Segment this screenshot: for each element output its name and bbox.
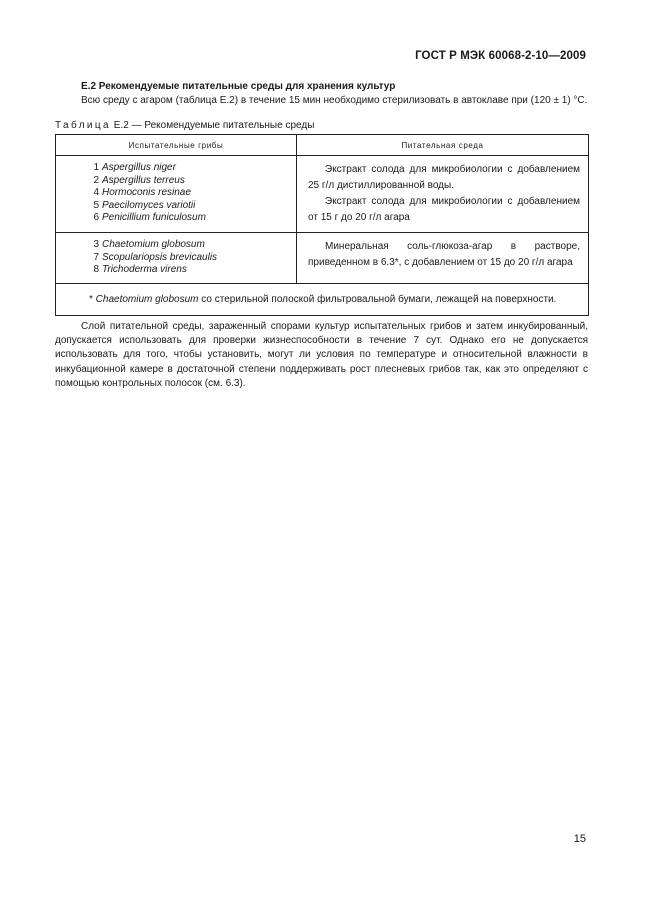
fungus-item: 1 Aspergillus niger <box>93 162 176 173</box>
header-medium: Питательная среда <box>297 135 589 156</box>
fungus-item: 4 Hormoconis resinae <box>93 187 191 198</box>
medium-text: Минеральная соль-глюкоза-агар в растворе, приведенном в 6.3*, с добавлением от 15 до 20 г/л агара <box>308 241 580 268</box>
body-paragraph: Слой питательной среды, зараженный спорами культур испытательных грибов и затем инкубированный, допускается использовать для проверки жизнеспособности в течение 7 сут. Однако его не допускается использовать для того, чтобы установить, могут ли условия по температуре и относительной влажности в инкубационной камере в достаточной степени поддерживать рост плесневых грибов так, как это определяют с помощью контрольных полосок (см. 6.3). <box>55 321 588 389</box>
fungus-item: 5 Paecilomyces variotii <box>93 199 196 211</box>
table-note-row <box>56 283 589 315</box>
medium-text: Экстракт солода для микробиологии с добавлением от 15 г до 20 г/л агара <box>308 196 580 223</box>
table-caption <box>55 120 314 131</box>
section-text: Всю среду с агаром (таблица Е.2) в течение 15 мин необходимо стерилизовать в автоклаве при (120 ± 1) °С. <box>81 95 588 106</box>
medium-cell <box>297 156 589 233</box>
table-caption-prefix: Таблица <box>55 120 112 131</box>
fungi-cell <box>56 156 297 233</box>
fungus-item: 2 Aspergillus terreus <box>93 174 185 186</box>
header-fungi: Испытательные грибы <box>56 135 297 156</box>
table-row <box>56 156 589 233</box>
table-caption-title: Е.2 — Рекомендуемые питательные среды <box>111 120 315 131</box>
fungi-cell <box>56 233 297 284</box>
page-number: 15 <box>573 833 586 845</box>
table-row <box>56 233 589 284</box>
fungus-item: 6 Penicillium funiculosum <box>93 212 206 223</box>
fungus-item: 7 Scopulariopsis brevicaulis <box>93 251 218 263</box>
table-header-row <box>56 135 589 156</box>
media-table <box>55 134 589 316</box>
medium-text: Экстракт солода для микробиологии с добавлением 25 г/л дистиллированной воды. <box>308 164 580 191</box>
fungus-item: 8 Trichoderma virens <box>93 264 187 275</box>
medium-cell <box>297 233 589 284</box>
section-title: Е.2 Рекомендуемые питательные среды для хранения культур <box>81 81 396 92</box>
table-footnote: * Chaetomium globosum со стерильной полоской фильтровальной бумаги, лежащей на поверхности. <box>56 283 589 315</box>
fungus-item: 3 Chaetomium globosum <box>93 239 205 250</box>
document-header: ГОСТ Р МЭК 60068-2-10—2009 <box>415 50 586 62</box>
